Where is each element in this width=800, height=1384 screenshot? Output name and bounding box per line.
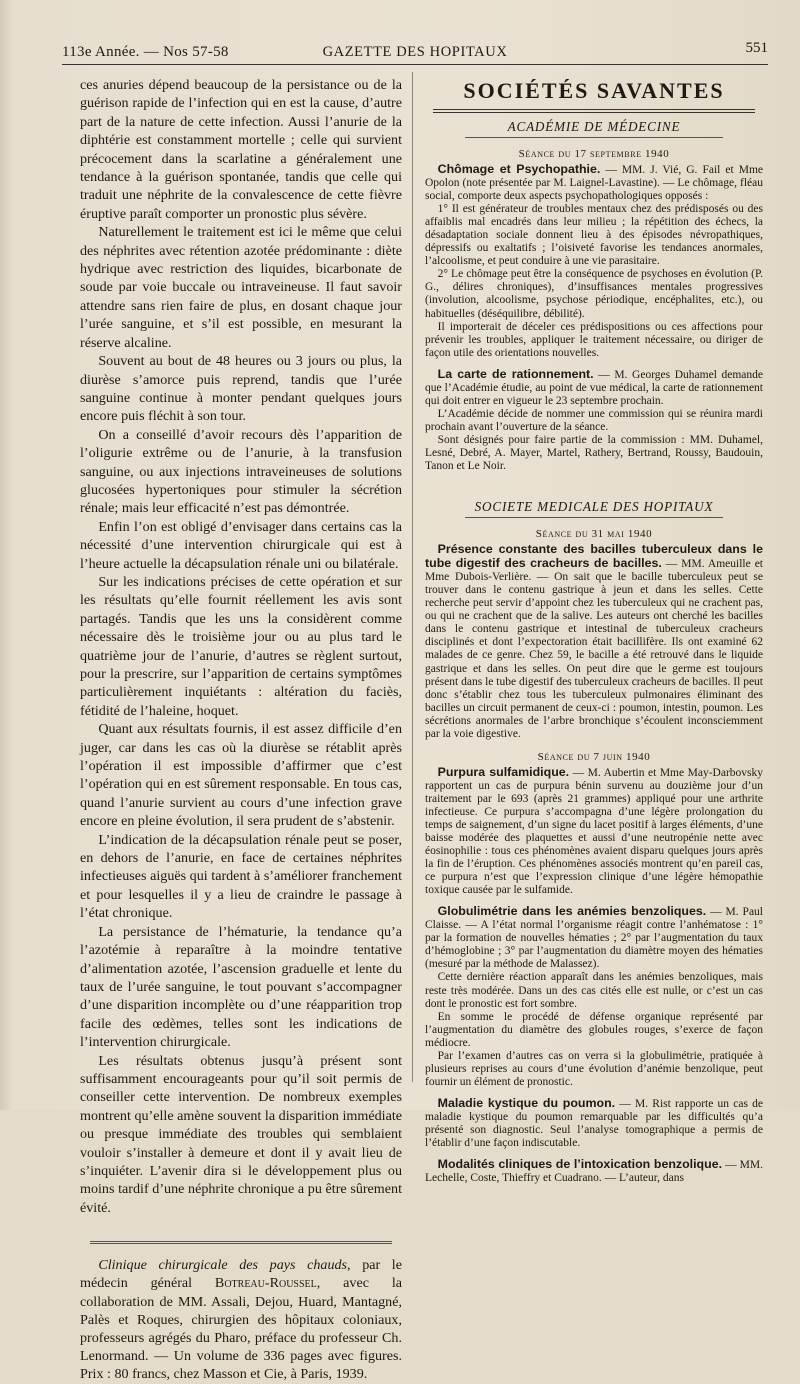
section-heading: SOCIÉTÉS SAVANTES — [463, 78, 725, 103]
separator-rule — [90, 1241, 392, 1242]
article-title: Maladie kystique du poumon. — [437, 1095, 616, 1110]
society-name: SOCIETE MEDICALE DES HOPITAUX — [474, 499, 714, 515]
paragraph: Les résultats obtenus jusqu’à présent sont suffisamment encourageants pour qu’il soit permis de conseiller cette intervention. De nombreux exemples montrent qu’elle amène souvent la disparition immédiate ou presque immédiate des troubles qui semblaient vouloir s’installer à demeure et dont il y avait lieu de s’inquiéter. L’avenir dira si le développement plus ou moins tardif d’une néphrite chronique a pu être sûrement évité. — [80, 1052, 402, 1216]
article-paragraph: Chômage et Psychopathie. — MM. J. Vié, G. Fail et Mme Opolon (note présentée par M. Laignel-Lavastine). — Le chômage, fléau social, comporte deux aspects psychopathologiques opposés : — [425, 162, 763, 203]
separator-rule — [90, 1243, 392, 1244]
issue-number: 113e Année. — Nos 57-58 — [62, 44, 229, 60]
article-paragraph: La carte de rationnement. — M. Georges Duhamel demande que l’Académie étudie, au point de vue médical, la carte de rationnement qui doit entrer en vigueur le 23 septembre prochain. — [425, 366, 764, 407]
seance-date: Séance du 7 juin 1940 — [537, 750, 651, 763]
paragraph: Souvent au bout de 48 heures ou 3 jours ou plus, la diurèse s’amorce puis reprend, tandis que l’urée sanguine continue à monter pendant quelques jours encore puis fléchit à son tour. — [80, 353, 402, 425]
article-paragraph: Maladie kystique du poumon. — M. Rist rapporte un cas de maladie kystique du poumon remarquable par les difficultés qu’a présenté son diagnostic. Seul l’analyse tomographique a permis de l’établir d’une façon indiscutable. — [425, 1095, 763, 1150]
book-author: Botreau-Roussel — [214, 1275, 317, 1292]
article-title: La carte de rationnement. — [437, 366, 594, 381]
book-title: Clinique chirurgicale des pays chauds — [98, 1257, 348, 1274]
seance-date: Séance du 31 mai 1940 — [535, 528, 653, 541]
article-title: Chômage et Psychopathie. — [437, 162, 601, 176]
article-paragraph: Présence constante des bacilles tuberculeux dans le tube digestif des cracheurs de bacilles. — MM. Ameuille et Mme Dubois-Verlière. — On sait que le bacille tuberculeux peut se trouver dans le contenu gastrique à jeun et dans les selles. Cette recherche peut servir d’appoint chez les tuberculeux qui ne crachent pas, ou qui ne crachent que de la salive. Les auteurs ont cherché les bacilles dans le contenu gastrique et intestinal de tuberculeux cracheurs disciplinés et dont l’expectoration était bacillifère. Ils ont examiné 62 malades de ce genre. Chez 59, le bacille a été retrouvé dans le liquide gastrique et dans les selles. On peut dire que le germe est toujours présent dans le tube digestif des tuberculeux cracheurs de bacilles. Il peut donc s’établir chez tous les tuberculeux pulmonaires éliminant des bacilles un circuit permanent de ceux-ci : poumon, intestin, poumon. Les sécrétions anormales de l’arbre bronchique s’écoulent inconsciemment par la voie digestive. — [425, 542, 763, 740]
column-divider — [412, 72, 413, 1082]
paragraph: On a conseillé d’avoir recours dès l’apparition de l’oligurie extrême ou de l’anurie, à la transfusion sanguine, ou aux injections intraveineuses de solutions glucosées hypertoniques pour stimuler la sécrétion rénale; mais leur efficacité n’est pas démontrée. — [80, 426, 402, 517]
article-paragraph: Cette dernière réaction apparaît dans les anémies benzoliques, mais reste très modérée. Dans un des cas cités elle est nulle, or c’est un cas dont le pronostic est fort sombre. — [425, 971, 763, 1010]
article-title: Globulimétrie dans les anémies benzoliques. — [437, 904, 707, 919]
paragraph: Quant aux résultats fournis, il est assez difficile d’en juger, car dans les cas où la diurèse se rétablit après l’opération il est impossible d’affirmer que c’est l’opération qui en est sûrement responsable. En tous cas, quand l’anurie survient au cours d’une infection grave encore en pleine évolution, il sera prudent de s’abstenir. — [80, 721, 402, 830]
article-paragraph: Il importerait de déceler ces prédispositions ou ces affections pour prévenir les troubles, appliquer le traitement nécessaire, ou diriger de façon utile des orientations nouvelles. — [425, 320, 763, 359]
running-header — [62, 38, 768, 65]
article-title: Purpura sulfamidique. — [437, 764, 570, 779]
paragraph: L’indication de la décapsulation rénale peut se poser, en dehors de l’anurie, en face de certaines néphrites infectieuses aiguës qui tardent à s’améliorer franchement et pour lesquelles il y a lieu de craindre le passage à l’état chronique. — [80, 831, 402, 922]
paragraph: Naturellement le traitement est ici le même que celui des néphrites avec rétention azotée prédominante : diète hydrique avec restriction des liquides, bicarbonate de soude par voie buccale ou intraveineuse. Il faut savoir attendre sans rien faire de plus, en dosant chaque jour l’urée sanguine, et s’il est possible, en mesurant la réserve alcaline. — [80, 224, 402, 351]
paragraph: La persistance de l’hématurie, la tendance qu’a l’azotémie à reparaître à la moindre tentative d’alimentation azotée, l’ascension graduelle et lente du taux de l’urée sanguine, le tout pouvant s’accompagner d’une disparition incomplète ou d’une réapparition trop facile des œdèmes, telles sont les indications de l’intervention chirurgicale. — [80, 923, 402, 1051]
paragraph: Sur les indications précises de cette opération et sur les résultats qu’elle fournit réellement les avis sont partagés. Tandis que les uns la considèrent comme nécessaire dès le troisième jour ou au plus tard le quatrième jour de l’anurie, d’autres se règlent surtout, pour la prescrire, sur l’apparition de certains symptômes particulièrement inquiétants : altération du faciès, fétidité de l’haleine, hoquet. — [80, 573, 402, 719]
article-paragraph: Modalités cliniques de l’intoxication benzolique. — MM. Lechelle, Coste, Thieffry et Cuadrano. — L’auteur, dans — [425, 1157, 763, 1185]
article-paragraph: Purpura sulfamidique. — M. Aubertin et Mme May-Darbovsky rapportent un cas de purpura bénin survenu au douzième jour d’un traitement par le 693 (après 21 grammes) appliqué pour une arthrite infectieuse. Ce purpura s’accompagna d’une légère prolongation du temps de saignement, d’un signe du lacet positif à larges éléments, d’une baisse modérée des plaquettes et aussi d’une neutropénie nette avec éosinophilie : tous ces phénomènes avaient disparu quelques jours après la fin de l’éruption. Ces phénomènes associés montrent qu’en pareil cas, ce purpura n’est que l’expression clinique d’une légère hémopathie toxique causée par le sulfamide. — [425, 764, 763, 897]
article-paragraph: 1° Il est générateur de troubles mentaux chez des prédisposés ou des affaiblis mal encadrés dans leur milieu ; la répétition des échecs, la désadaptation sociale donnent lieu à des épisodes névropathiques, dépressifs ou exaltatifs ; l’oisiveté favorise les tendances anormales, l’alcoolisme, et peut conduire à une vie parasitaire. — [425, 203, 763, 268]
society-rule — [465, 137, 723, 138]
heading-rule — [433, 112, 755, 113]
society-rule — [465, 517, 723, 518]
paragraph: ces anuries dépend beaucoup de la persistance ou de la guérison rapide de l’infection qui en est la cause, d’autre part de la nature de cette infection. Aussi l’anurie de la diphtérie est constamment mortelle ; celle qui survient précocement dans la scarlatine a généralement une tendance à la guérison spontanée, tandis que celle qui traduit une néphrite de la convalescence de cette fièvre éruptive paraît comporter un pronostic plus sévère. — [80, 77, 402, 222]
article-paragraph: Par l’examen d’autres cas on verra si la globulimétrie, pratiquée à plusieurs reprises au cours d’une évolution d’anémie benzolique, peut fournir un élément de pronostic. — [425, 1049, 763, 1088]
left-column — [80, 76, 402, 1384]
article-title: Présence constante des bacilles tuberculeux dans le tube digestif des cracheurs de bacilles. — [425, 542, 763, 571]
article-paragraph: Sont désignés pour faire partie de la commission : MM. Duhamel, Lesné, Debré, A. Mayer, Martel, Rathery, Bertrand, Roussy, Baudouin, Tanon et Le Noir. — [425, 433, 763, 473]
article-paragraph: 2° Le chômage peut être la conséquence de psychoses en évolution (P. G., délires chroniques), d’insuffisances mentales progressives (involution, alcoolisme, psychose périodique, encéphalites, etc.), ou habituelles (déséquilibre, débilité). — [425, 268, 763, 320]
paragraph: Enfin l’on est obligé d’envisager dans certains cas la nécessité d’une intervention chirurgicale qui est à l’heure actuelle la décapsulation rénale uni ou bilatérale. — [80, 518, 402, 572]
article-title: Modalités cliniques de l’intoxication benzolique. — [437, 1157, 723, 1172]
book-notice: Clinique chirurgicale des pays chauds, par le médecin général Botreau-Roussel, avec la collaboration de MM. Assali, Dejou, Huard, Mantagné, Palès et Roques, chirurgien des hôpitaux coloniaux, professeurs agrégés du Pharo, préface du professeur Ch. Lenormand. — Un volume de 336 pages avec figures. Prix : 80 francs, chez Masson et Cie, à Paris, 1939. — [80, 1257, 402, 1383]
article-paragraph: L’Académie décide de nommer une commission qui se réunira mardi prochain avant l’ouverture de la séance. — [425, 407, 763, 433]
article-paragraph: Globulimétrie dans les anémies benzoliques. — M. Paul Claisse. — A l’état normal l’organisme réagit contre l’anhématose : 1° par la formation de nouvelles hématies ; 2° par l’augmentation du taux d’hémoglobine ; 3° par l’augmentation du diamètre moyen des hématies (mesuré par la méthode de Malassez). — [425, 904, 763, 971]
right-column — [425, 76, 763, 1185]
article-paragraph: En somme le procédé de défense organique représenté par l’augmentation du diamètre des globules rouges, s’exerce de façon médiocre. — [425, 1010, 763, 1049]
seance-date: Séance du 17 septembre 1940 — [518, 148, 670, 160]
journal-title: GAZETTE DES HOPITAUX — [322, 44, 508, 60]
heading-rule — [433, 109, 755, 110]
society-name: ACADÉMIE DE MÉDECINE — [507, 119, 681, 134]
page-number: 551 — [745, 40, 768, 56]
